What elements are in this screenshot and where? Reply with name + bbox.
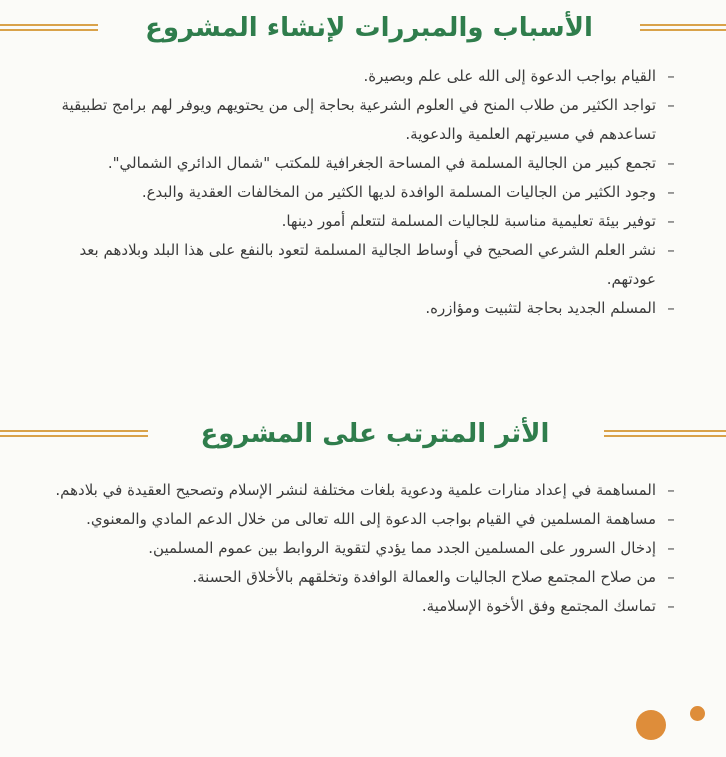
stripes-right-decoration: [604, 430, 726, 439]
list-item: – تواجد الكثير من طلاب المنح في العلوم الشرعية بحاجة إلى من يحتويهم ويوفر لهم برامج تطبيقية تساعدهم في مسيرتهم العلمية والدعوية.: [28, 91, 678, 149]
impact-heading: الأثر المترتب على المشروع: [200, 419, 550, 449]
list-item: – وجود الكثير من الجاليات المسلمة الوافدة لديها الكثير من المخالفات العقدية والبدع.: [28, 178, 678, 207]
stripes-right-decoration: [640, 24, 726, 33]
bullet-dash: –: [667, 241, 675, 259]
list-item: – إدخال السرور على المسلمين الجدد مما يؤدي لتقوية الروابط بين عموم المسلمين.: [16, 534, 678, 563]
list-item: – من صلاح المجتمع صلاح الجاليات والعمالة الوافدة وتخلقهم بالأخلاق الحسنة.: [16, 563, 678, 592]
bullet-dash: –: [667, 539, 675, 557]
reasons-list: [28, 62, 678, 323]
impact-list: [16, 476, 678, 621]
impact-section: [0, 410, 726, 615]
reasons-section: [0, 4, 726, 317]
list-item: – القيام بواجب الدعوة إلى الله على علم وبصيرة.: [28, 62, 678, 91]
list-item: – نشر العلم الشرعي الصحيح في أوساط الجالية المسلمة لتعود بالنفع على هذا البلد وبلادهم بعد عودتهم.: [28, 236, 678, 294]
bullet-dash: –: [667, 568, 675, 586]
reasons-heading: الأسباب والمبررات لإنشاء المشروع: [145, 13, 593, 43]
reasons-heading-row: [0, 4, 726, 52]
bullet-dash: –: [667, 481, 675, 499]
bullet-dash: –: [667, 597, 675, 615]
list-item: – توفير بيئة تعليمية مناسبة للجاليات المسلمة لتتعلم أمور دينها.: [28, 207, 678, 236]
impact-heading-row: [0, 410, 726, 458]
stripes-left-decoration: [0, 430, 148, 439]
list-item: – المساهمة في إعداد منارات علمية ودعوية بلغات مختلفة لنشر الإسلام وتصحيح العقيدة في بلادهم.: [16, 476, 678, 505]
decorative-large-dot: [636, 710, 666, 740]
decorative-small-dot: [690, 706, 705, 721]
bullet-dash: –: [667, 212, 675, 230]
stripes-left-decoration: [0, 24, 98, 33]
bullet-dash: –: [667, 154, 675, 172]
bullet-dash: –: [667, 96, 675, 114]
bullet-dash: –: [667, 67, 675, 85]
list-item: – تماسك المجتمع وفق الأخوة الإسلامية.: [16, 592, 678, 621]
list-item: – مساهمة المسلمين في القيام بواجب الدعوة إلى الله تعالى من خلال الدعم المادي والمعنوي.: [16, 505, 678, 534]
bullet-dash: –: [667, 183, 675, 201]
bullet-dash: –: [667, 510, 675, 528]
list-item: – تجمع كبير من الجالية المسلمة في المساحة الجغرافية للمكتب "شمال الدائري الشمالي".: [28, 149, 678, 178]
bullet-dash: –: [667, 299, 675, 317]
list-item: – المسلم الجديد بحاجة لتثبيت ومؤازره.: [28, 294, 678, 323]
